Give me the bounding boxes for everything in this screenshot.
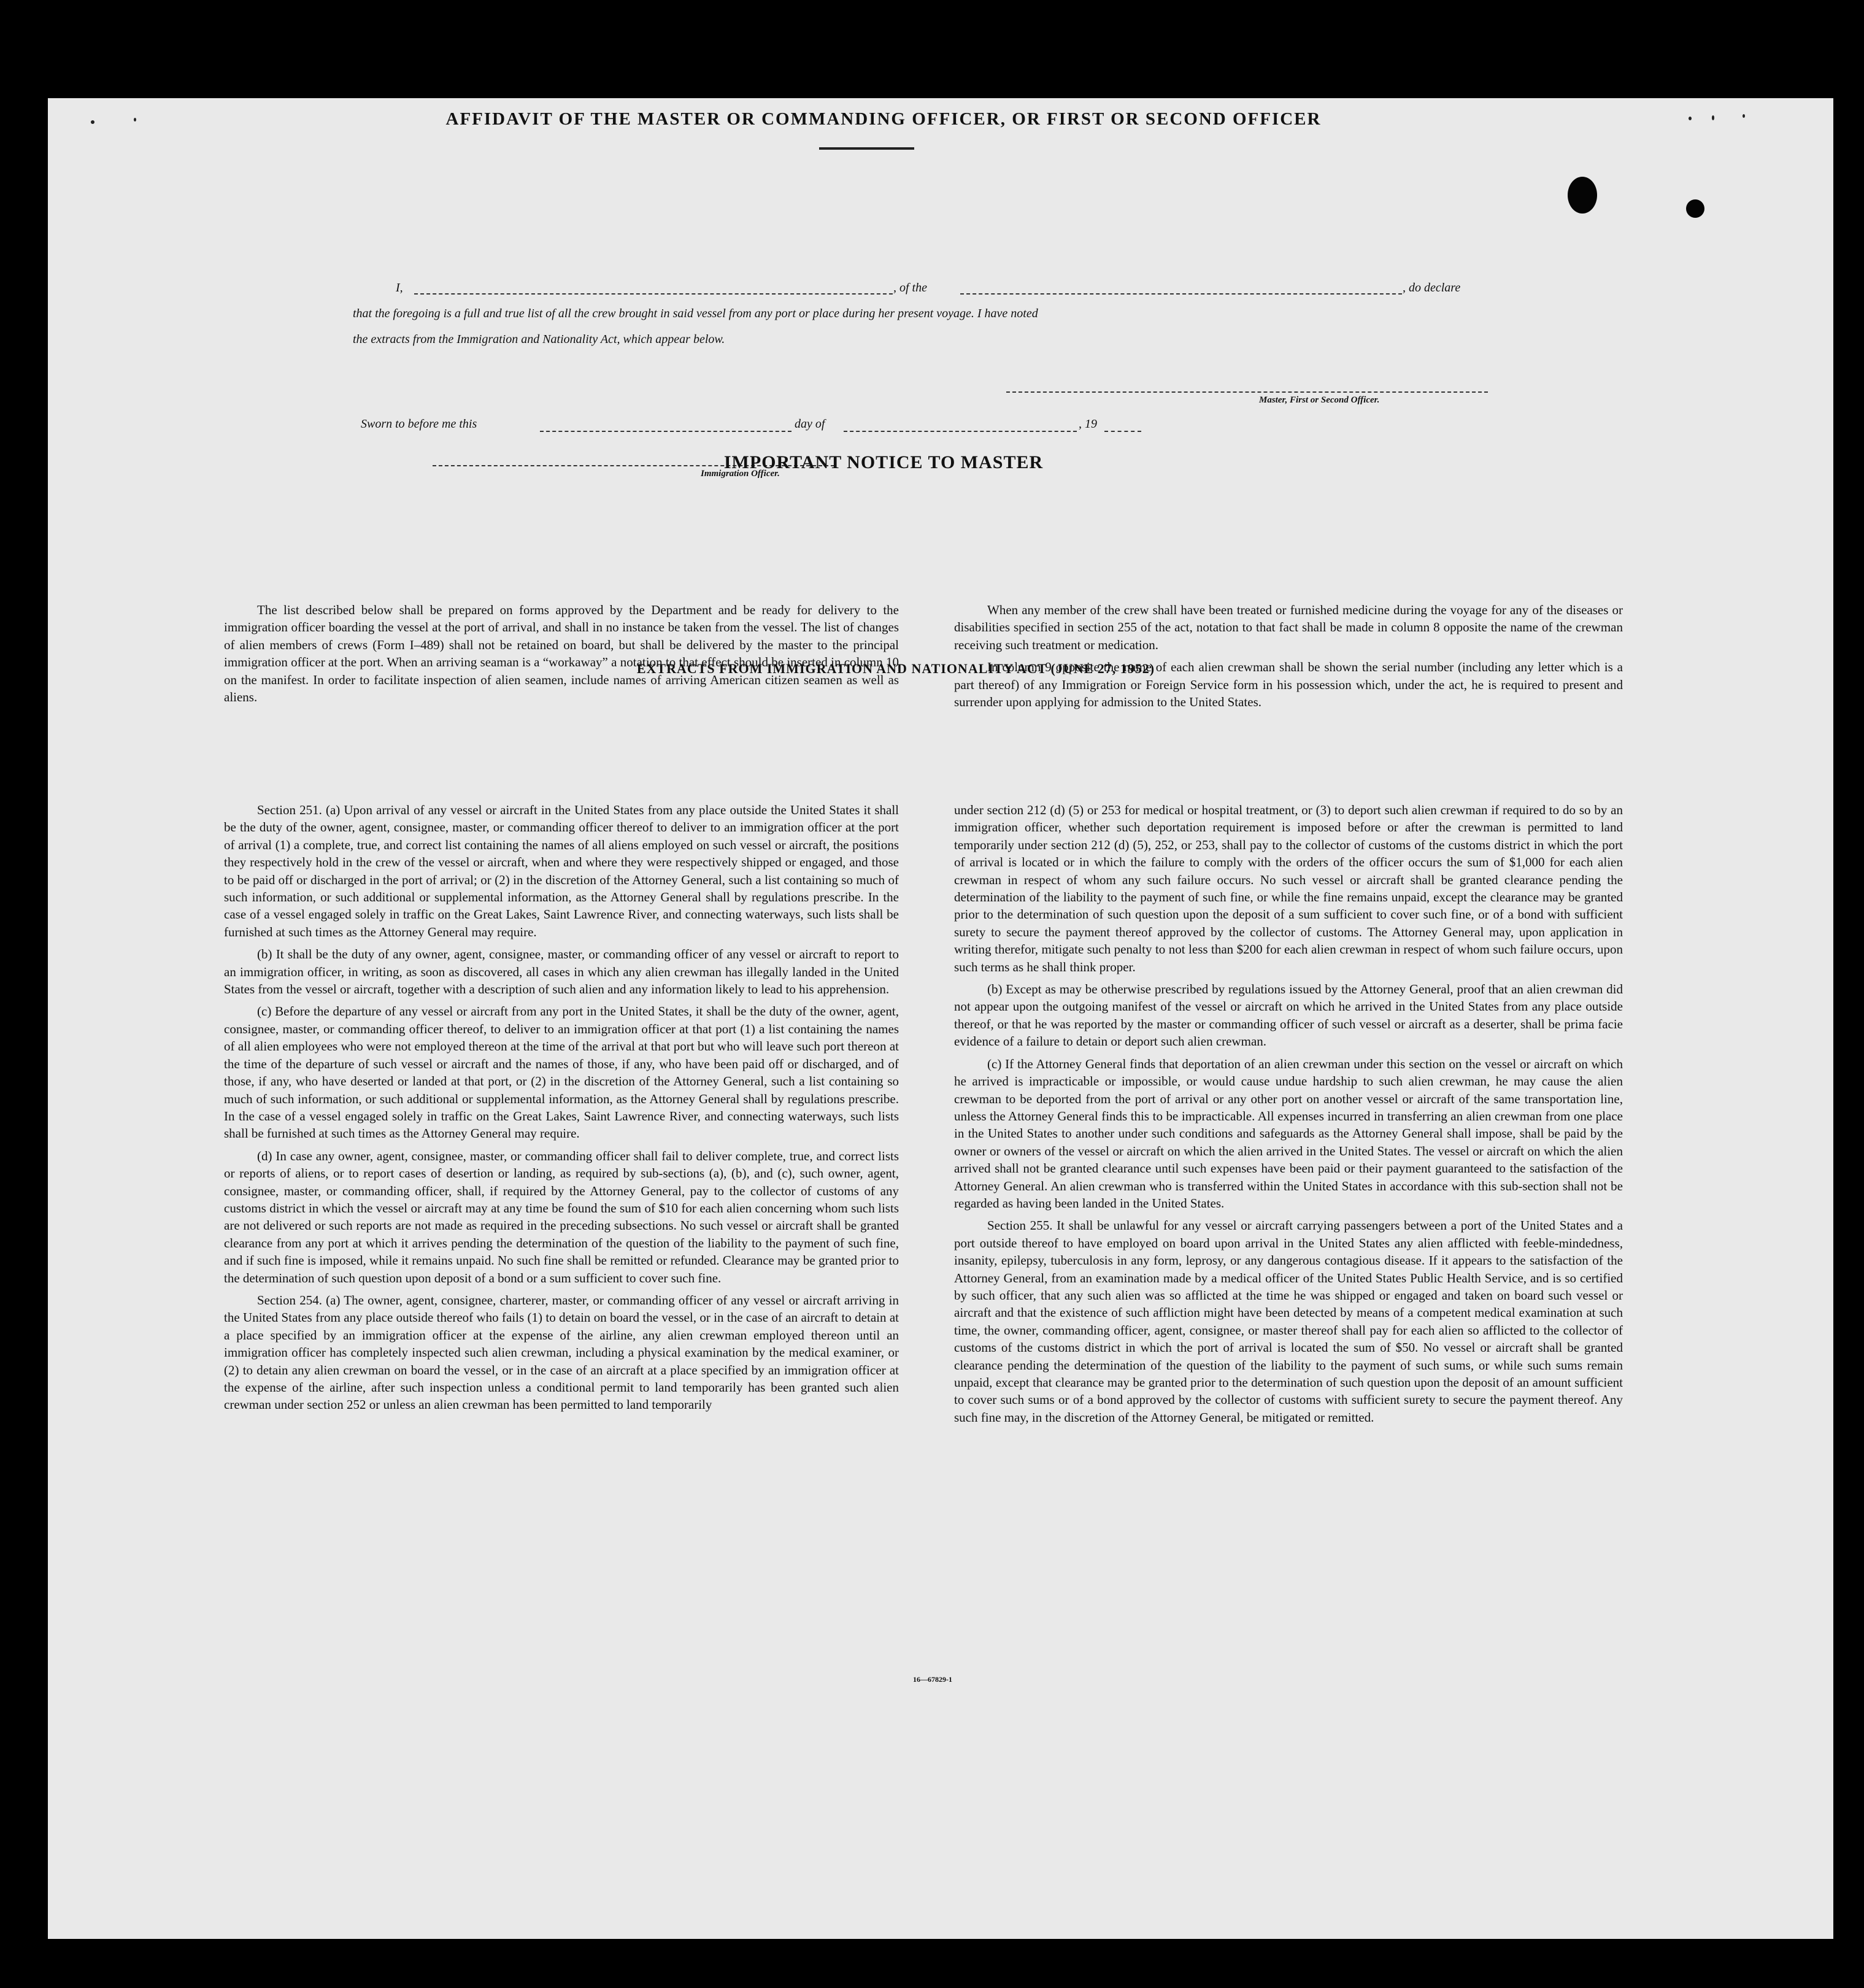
day-of-label: day of (795, 417, 825, 431)
form-code: 16—67829-1 (913, 1675, 952, 1684)
do-declare-label: , do declare (1403, 281, 1461, 295)
section-paragraph: under section 212 (d) (5) or 253 for medical or hospital treatment, or (3) to deport such alien crewman if required to do so by an immigration officer, whether such deportation requirement is imposed before or after the crewman is permitted to land temporarily under section 212 (d) (5), 252, or 253, shall pay to the collector of customs of the customs district in which the port of arrival is located or in which the failure to comply with the orders of the officer occurs the sum of $1,000 for each alien crewman in respect of whom any such failure occurs. No such vessel or aircraft shall be granted clearance pending the determination of the liability to the payment of such fine, or while the fine remains unpaid, except the clearance may be granted prior to the determination of such question upon the deposit of a sum sufficient to cover such fine, or of a bond with sufficient surety to secure the payment thereof approved by the collector of customs. The Attorney General may, upon application in writing therefor, mitigate such penalty to not less than $200 for each alien crewman in respect of whom such failure occurs, upon such terms as he shall think proper. (954, 803, 1623, 974)
affidavit-statement-line2: the extracts from the Immigration and Nationality Act, which appear below. (353, 333, 725, 346)
extracts-left-column (224, 801, 899, 1419)
notice-paragraph: When any member of the crew shall have been treated or furnished medicine during the voyage for any of the diseases or disabilities specified in section 255 of the act, notation to that fact shall be made in column 8 opposite the name of the crewman receiving such treatment or medication. (954, 603, 1623, 652)
scan-speck (1689, 117, 1692, 120)
ink-blot (1686, 199, 1704, 218)
section-paragraph: (b) It shall be the duty of any owner, agent, consignee, master, or commanding officer of any vessel or aircraft to report to an immigration officer, in writing, as soon as discovered, all cases in which any alien crewman has illegally landed in the United States from the vessel or aircraft, together with a description of such alien and any information likely to lead to his apprehension. (224, 947, 899, 997)
section-paragraph: (c) Before the departure of any vessel or aircraft from any port in the United States, it shall be the duty of the owner, agent, consignee, master, or commanding officer thereof, to deliver to an immigration officer at that port (1) a list containing the names of all alien employees who were not employed thereon at the time of the arrival at that port but who will leave such port thereon at the time of the departure of such vessel or aircraft and the names of those, if any, who have been paid off or discharged, and of those, if any, who have deserted or landed at that port, or (2) in the discretion of the Attorney General, such a list containing so much of such information, or such additional or supplemental information, as the Attorney General shall by regulations prescribe. In the case of a vessel engaged solely in traffic on the Great Lakes, Saint Lawrence River, and connecting waterways, such lists shall be furnished at such times as the Attorney General may require. (224, 1004, 899, 1141)
section-paragraph: Section 255. It shall be unlawful for any vessel or aircraft carrying passengers between a port of the United States and a port outside thereof to have employed on board upon arrival in the United States any alien afflicted with feeble-mindedness, insanity, epilepsy, tuberculosis in any form, leprosy, or any dangerous contagious disease. If it appears to the satisfaction of the Attorney General, from an examination made by a medical officer of the United States Public Health Service, and is so certified by such officer, that any such alien was so afflicted at the time he was shipped or engaged and taken on board such vessel or aircraft and that the existence of such affliction might have been detected by means of a competent medical examination at such time, the owner, commanding officer, agent, consignee, or master thereof shall pay for each alien so afflicted to the collector of customs of the customs district in which the port of arrival is located the sum of $50. No vessel or aircraft shall be granted clearance pending the determination of the question of the liability to the payment of such sums, or while such sums remain unpaid, except that clearance may be granted prior to the determination of such question upon the deposit of an amount sufficient to cover such sums or of a bond approved by the collector of customs with sufficient surety to secure the payment thereof. Any such fine may, in the discretion of the Attorney General, be mitigated or remitted. (954, 1218, 1623, 1425)
extracts-right-column (954, 801, 1623, 1431)
notice-paragraph: The list described below shall be prepared on forms approved by the Department and be ready for delivery to the immigration officer boarding the vessel at the port of arrival, and shall in no instance be taken from the vessel. The list of changes of alien members of crews (Form I–489) shall not be retained on board, but shall be delivered by the master to the principal immigration officer at the port. When an arriving seaman is a “workaway” a notation to that effect should be inserted in column 10 on the manifest. In order to facilitate inspection of alien seamen, include names of arriving American citizen seamen as well as aliens. (224, 603, 899, 705)
title-divider (819, 147, 914, 150)
scan-speck (1712, 115, 1714, 120)
ink-blot (1568, 177, 1597, 214)
sworn-day-field[interactable] (540, 431, 791, 432)
section-paragraph: Section 251. (a) Upon arrival of any vessel or aircraft in the United States from any place outside the United States it shall be the duty of the owner, agent, consignee, master, or commanding officer thereof to deliver to an immigration officer at the port of arrival (1) a complete, true, and correct list containing the names of all aliens employed on such vessel or aircraft, the positions they respectively hold in the crew of the vessel or aircraft, when and where they were respectively shipped or engaged, and those to be paid off or discharged in the port of arrival; or (2) in the discretion of the Attorney General, such a list containing so much of such information, or such additional or supplemental information, as the Attorney General shall by regulations prescribe. In the case of a vessel engaged solely in traffic on the Great Lakes, Saint Lawrence River, and connecting waterways, such lists shall be furnished at such times as the Attorney General may require. (224, 803, 899, 939)
vessel-name-field[interactable] (960, 293, 1402, 295)
extracts-title: EXTRACTS FROM IMMIGRATION AND NATIONALITY ACT (JUNE 27, 1952) (636, 661, 1155, 676)
notice-title: IMPORTANT NOTICE TO MASTER (723, 452, 1044, 472)
immigration-officer-label: Immigration Officer. (701, 469, 780, 479)
sworn-year-field[interactable] (1104, 431, 1141, 432)
scan-speck (91, 120, 94, 124)
year-prefix-label: , 19 (1079, 417, 1097, 431)
section-paragraph: Section 254. (a) The owner, agent, consignee, charterer, master, or commanding officer of any vessel or aircraft arriving in the United States from any place outside thereof who fails (1) to detain on board the vessel, or in the case of an aircraft to detain at a place specified by an immigration officer at the expense of the airline, any alien crewman employed thereon until an immigration officer has completely inspected such alien crewman, including a physical examination by the medical examiner, or (2) to detain any alien crewman on board the vessel, or in the case of an aircraft at a place specified by an immigration officer at the expense of the airline, after such inspection unless a conditional permit to land temporarily has been granted such alien crewman under section 252 or unless an alien crewman has been permitted to land temporarily (224, 1292, 899, 1412)
of-the-label: , of the (893, 281, 927, 295)
notice-paragraph: In column 9 opposite the name of each alien crewman shall be shown the serial number (including any letter which is a part thereof) of any Immigration or Foreign Service form in his possession which, under the act, he is required to present and surrender upon applying for admission to the United States. (954, 660, 1623, 710)
affidavit-statement-line1: that the foregoing is a full and true list of all the crew brought in said vessel from any port or place during her present voyage. I have noted (353, 307, 1038, 320)
master-signature-label: Master, First or Second Officer. (1259, 395, 1380, 405)
section-paragraph: (b) Except as may be otherwise prescribed by regulations issued by the Attorney General, proof that an alien crewman did not appear upon the outgoing manifest of the vessel or aircraft on which he arrived in the United States from any place outside thereof, or that he was reported by the master or commanding officer of such vessel or aircraft as a deserter, shall be prima facie evidence of a failure to detain or deport such alien crewman. (954, 982, 1623, 1049)
section-paragraph: (c) If the Attorney General finds that deportation of an alien crewman under this section on the vessel or aircraft on which he arrived is impracticable or impossible, or would cause undue hardship to such alien crewman, he may cause the alien crewman to be deported from the port of arrival or any other port on another vessel or aircraft of the same transportation line, unless the Attorney General finds this to be impracticable. All expenses incurred in transferring an alien crewman from one place in the United States to another under such conditions and safeguards as the Attorney General shall impose, shall be paid by the owner or owners of the vessel or aircraft on which the alien arrived in the United States. The vessel or aircraft on which the alien arrived shall not be granted clearance until such expenses have been paid or their payment guaranteed to the satisfaction of the Attorney General. An alien crewman who is transferred within the United States in accordance with this sub-section shall not be regarded as having been landed in the United States. (954, 1056, 1623, 1211)
affiant-label: I, (396, 281, 403, 295)
affidavit-title: AFFIDAVIT OF THE MASTER OR COMMANDING OFFICER, OR FIRST OR SECOND OFFICER (445, 109, 1322, 129)
section-paragraph: (d) In case any owner, agent, consignee, master, or commanding officer shall fail to deliver complete, true, and correct lists or reports of aliens, or to report cases of desertion or landing, as required by sub-sections (a), (b), and (c), such owner, agent, consignee, master, or commanding officer, shall, if required by the Attorney General, pay to the collector of customs of any customs district in which the vessel or aircraft may at any time be found the sum of $10 for each alien concerning whom such lists are not delivered or such reports are not made as required in the preceding subsections. No such vessel or aircraft shall be granted clearance from any port at which it arrives pending the determination of the question of the liability to the payment of such fine, and if such fine is imposed, while it remains unpaid. No such fine shall be remitted or refunded. Clearance may be granted prior to the determination of such question upon deposit of a bond or a sum sufficient to cover such fine. (224, 1148, 899, 1285)
sworn-month-field[interactable] (844, 431, 1077, 432)
master-signature-field[interactable] (1006, 391, 1488, 393)
affiant-name-field[interactable] (414, 293, 893, 295)
notice-right-column (954, 601, 1623, 715)
notice-left-column (224, 601, 899, 711)
scan-speck (134, 118, 136, 121)
sworn-label: Sworn to before me this (361, 417, 477, 431)
scan-speck (1743, 114, 1745, 118)
